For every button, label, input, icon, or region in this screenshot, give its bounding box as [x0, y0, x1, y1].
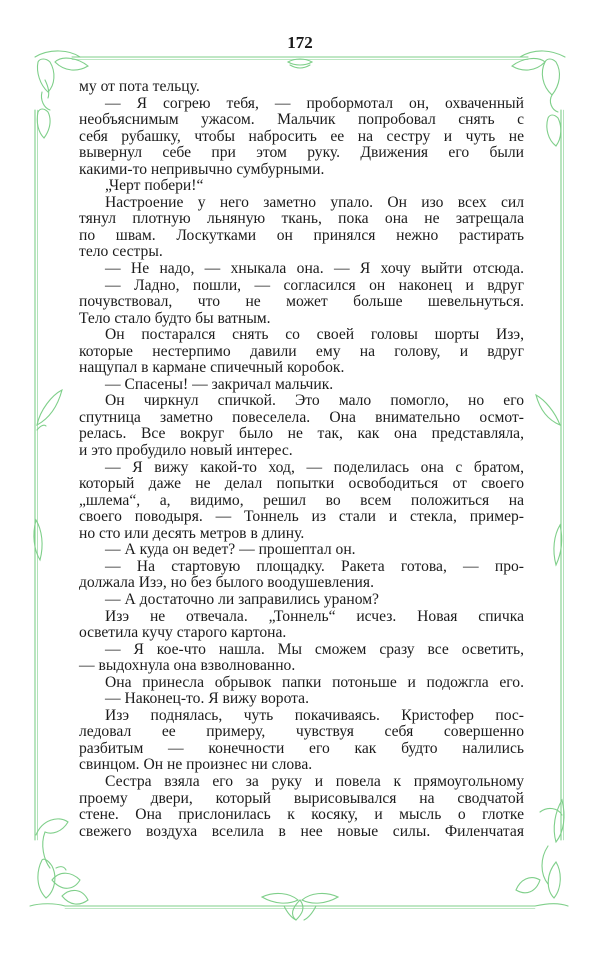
- text-line: „шлема“, а, видимо, решил во всем положиться на: [79, 491, 524, 509]
- text-line: — А достаточно ли заправились ураном?: [105, 590, 379, 608]
- text-line: вывернул себе при этом руку. Движения его были: [79, 144, 524, 162]
- text-line: — Не надо, — хныкала она. — Я хочу выйти отсюда.: [105, 260, 524, 278]
- text-line: себя рубашку, чтобы набросить ее на сестру и чуть не: [79, 127, 524, 145]
- text-line: стене. Она прислонилась к косяку, и мысль о глотке: [79, 806, 524, 824]
- text-line: должала Изэ, но без былого воодушевления.: [79, 574, 374, 592]
- text-line: свежего воздуха вселила в нее новые силы. Филенчатая: [79, 822, 524, 840]
- left-middle-leaves: [34, 390, 62, 560]
- top-center-ornament: [288, 59, 312, 68]
- text-line: ледовал ее примеру, чувствуя себя совершенно: [79, 723, 524, 741]
- text-line: Настроение у него заметно упало. Он изо всех сил: [105, 193, 524, 211]
- text-line: осветила кучу старого картона.: [79, 624, 287, 642]
- text-line: тянул плотную льняную ткань, пока она не затрещала: [79, 210, 524, 228]
- text-line: Тело стало будто бы ватным.: [79, 309, 271, 327]
- text-line: — Я согрею тебя, — пробормотал он, охваченный: [105, 94, 524, 112]
- text-line: релась. Все вокруг было не так, как она представляла,: [79, 425, 524, 443]
- text-line: которые нестерпимо давили ему на голову, и вдруг: [79, 342, 524, 360]
- text-line: своего поводыря. — Тоннель из стали и стекла, пример-: [79, 508, 524, 526]
- text-line: проему двери, который вырисовывался на сводчатой: [79, 789, 524, 807]
- text-line: — Ладно, пошли, — согласился он наконец и вдруг: [105, 276, 524, 294]
- text-line: по швам. Лоскутками он принялся нежно растирать: [79, 226, 524, 244]
- text-line: — На стартовую площадку. Ракета готова, — про-: [105, 557, 524, 575]
- text-line: — Я кое-что нашла. Мы сможем сразу все осветить,: [105, 640, 524, 658]
- text-line: и это пробудило новый интерес.: [79, 442, 293, 460]
- page-number: 172: [287, 33, 313, 52]
- text-line: почувствовал, что не может больше шевельнуться.: [79, 293, 524, 311]
- text-line: какими-то непривычно сумбурными.: [79, 160, 325, 178]
- text-line: но сто или десять метров в длину.: [79, 524, 305, 542]
- body-text: [79, 79, 524, 840]
- text-line: Изэ не отвечала. „Тоннель“ исчез. Новая спичка: [105, 607, 524, 625]
- text-line: — Спасены! — закричал мальчик.: [105, 375, 334, 393]
- right-middle-leaves: [536, 395, 562, 565]
- text-line: му от пота тельцу.: [79, 78, 200, 95]
- text-line: который даже не делал попытки освободиться от своего: [79, 475, 524, 493]
- text-line: — Я вижу какой-то ход, — поделилась она с братом,: [105, 458, 524, 476]
- text-line: Изэ поднялась, чуть покачиваясь. Кристофер пос-: [105, 706, 524, 724]
- text-line: необъяснимым ужасом. Мальчик попробовал снять с: [79, 111, 524, 129]
- text-line: Она принесла обрывок папки потоньше и подожгла его.: [105, 673, 524, 691]
- text-line: разбитым — конечности его как будто налились: [79, 739, 524, 757]
- text-line: — Наконец-то. Я вижу ворота.: [105, 690, 310, 708]
- text-line: — А куда он ведет? — прошептал он.: [105, 541, 356, 559]
- text-line: Сестра взяла его за руку и повела к прямоугольному: [105, 772, 524, 790]
- bottom-center-ornament: [262, 893, 338, 920]
- text-line: — выдохнула она взволнованно.: [79, 657, 296, 675]
- text-line: тело сестры.: [79, 243, 163, 261]
- text-line: спутница заметно повеселела. Она внимательно осмот-: [79, 408, 524, 426]
- text-line: „Черт побери!“: [105, 177, 204, 195]
- text-line: нащупал в кармане спичечный коробок.: [79, 359, 345, 377]
- text-line: Он чиркнул спичкой. Это мало помогло, но его: [105, 392, 524, 410]
- text-line: Он постарался снять со своей головы шорты Изэ,: [105, 326, 524, 344]
- text-line: свинцом. Он не произнес ни слова.: [79, 756, 313, 774]
